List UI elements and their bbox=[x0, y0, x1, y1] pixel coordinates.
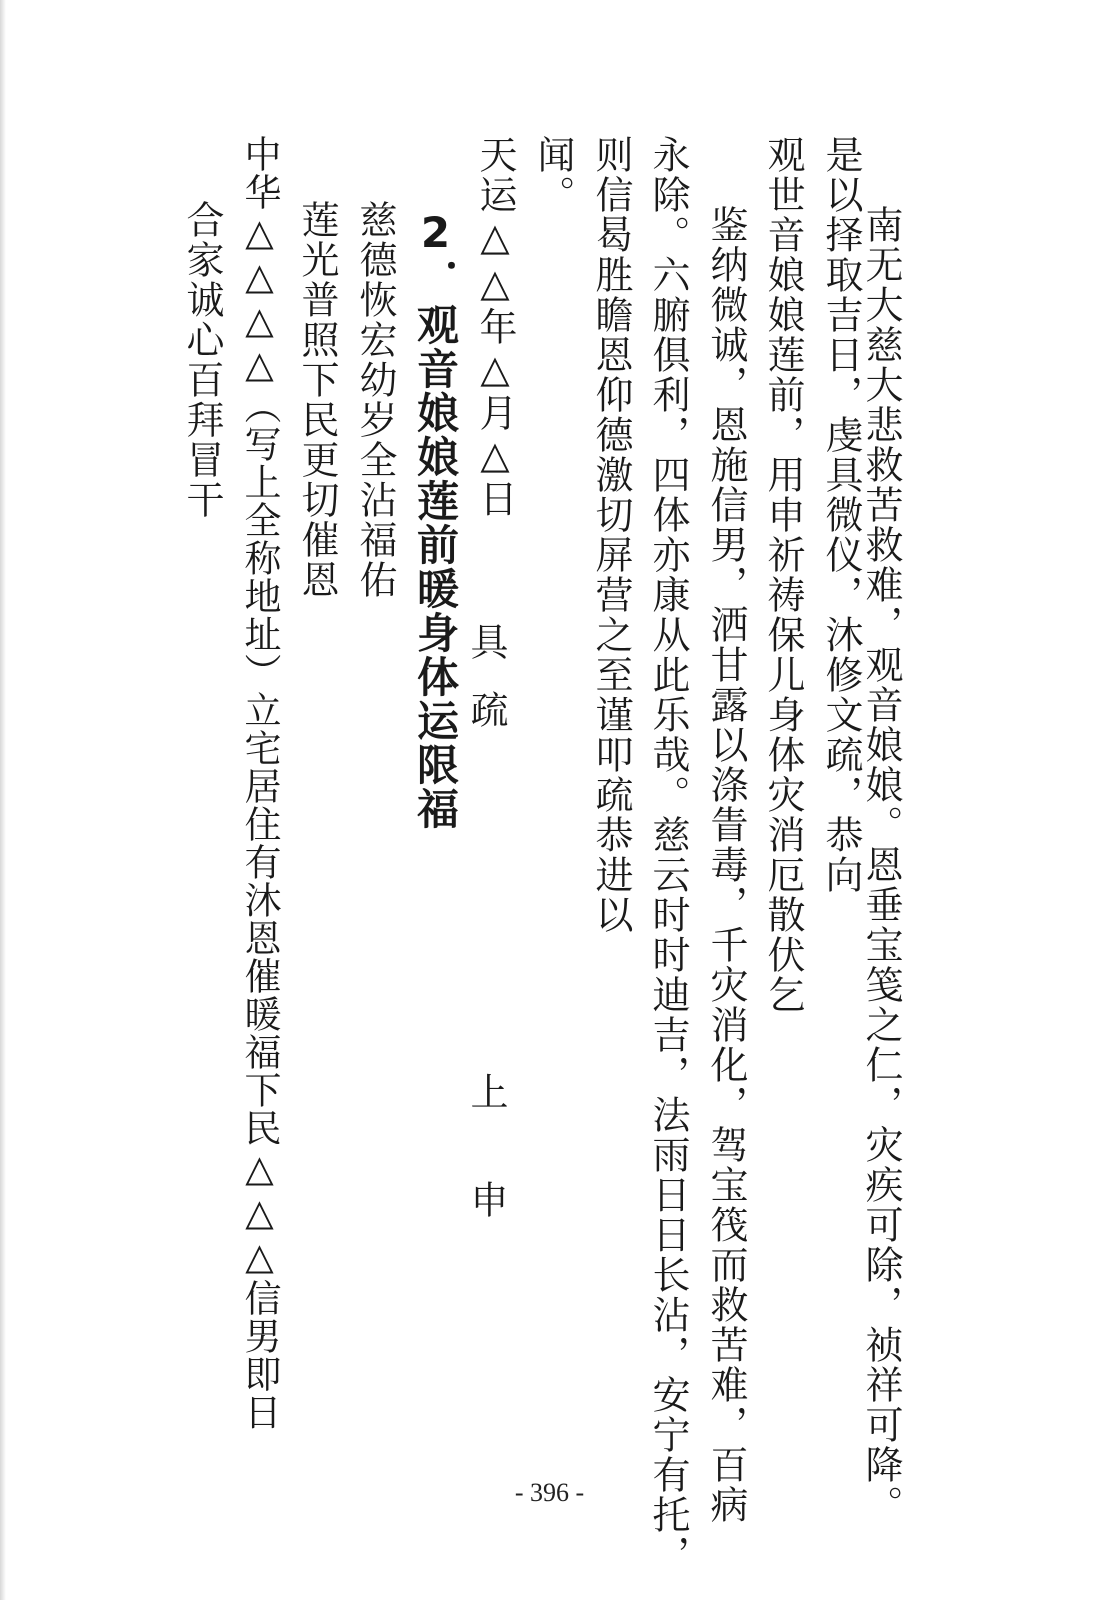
date-line-shen: 申 bbox=[464, 1180, 508, 1220]
date-line: 天运△△年△月△日 bbox=[473, 135, 517, 519]
text-column-1: 南无大慈大悲救苦救难，观音娘娘。恩垂宝笺之仁，灾疾可除，祯祥可降。 bbox=[859, 205, 903, 1525]
date-line-shu: 疏 bbox=[464, 690, 508, 730]
verse-line-2: 莲光普照下民更切催恩 bbox=[295, 200, 339, 600]
text-column-4: 鉴纳微诚，恩施信男，洒甘露以涤眚毒，千灾消化，驾宝筏而救苦难，百病 bbox=[704, 205, 748, 1525]
date-line-ju: 具 bbox=[464, 622, 508, 662]
text-column-7: 闻。 bbox=[531, 135, 575, 215]
page-number: - 396 - bbox=[514, 1478, 585, 1507]
closing-line: 合家诚心百拜冒干 bbox=[180, 200, 224, 520]
text-column-3: 观世音娘娘莲前，用申祈祷保儿身体灾消厄散伏乞 bbox=[761, 135, 805, 1015]
text-column-2: 是以择取吉日，虔具微仪，沐修文疏，恭向 bbox=[819, 135, 863, 895]
text-column-6: 则信曷胜瞻恩仰德激切屏营之至谨叩疏恭进以 bbox=[589, 135, 633, 935]
text-column-5: 永除。六腑俱利，四体亦康从此乐哉。慈云时时迪吉，法雨日日长沾，安宁有托， bbox=[646, 135, 690, 1575]
section-title: 2．观音娘娘莲前暖身体运限福 bbox=[411, 208, 460, 831]
date-line-shang: 上 bbox=[464, 1072, 508, 1112]
verse-line-1: 慈德恢宏幼岁全沾福佑 bbox=[353, 200, 397, 600]
address-line: 中华△△△△（写上全称地址）立宅居住有沐恩催暖福下民△△△信男即日 bbox=[238, 135, 281, 1431]
page-edge-shadow bbox=[0, 0, 6, 1600]
